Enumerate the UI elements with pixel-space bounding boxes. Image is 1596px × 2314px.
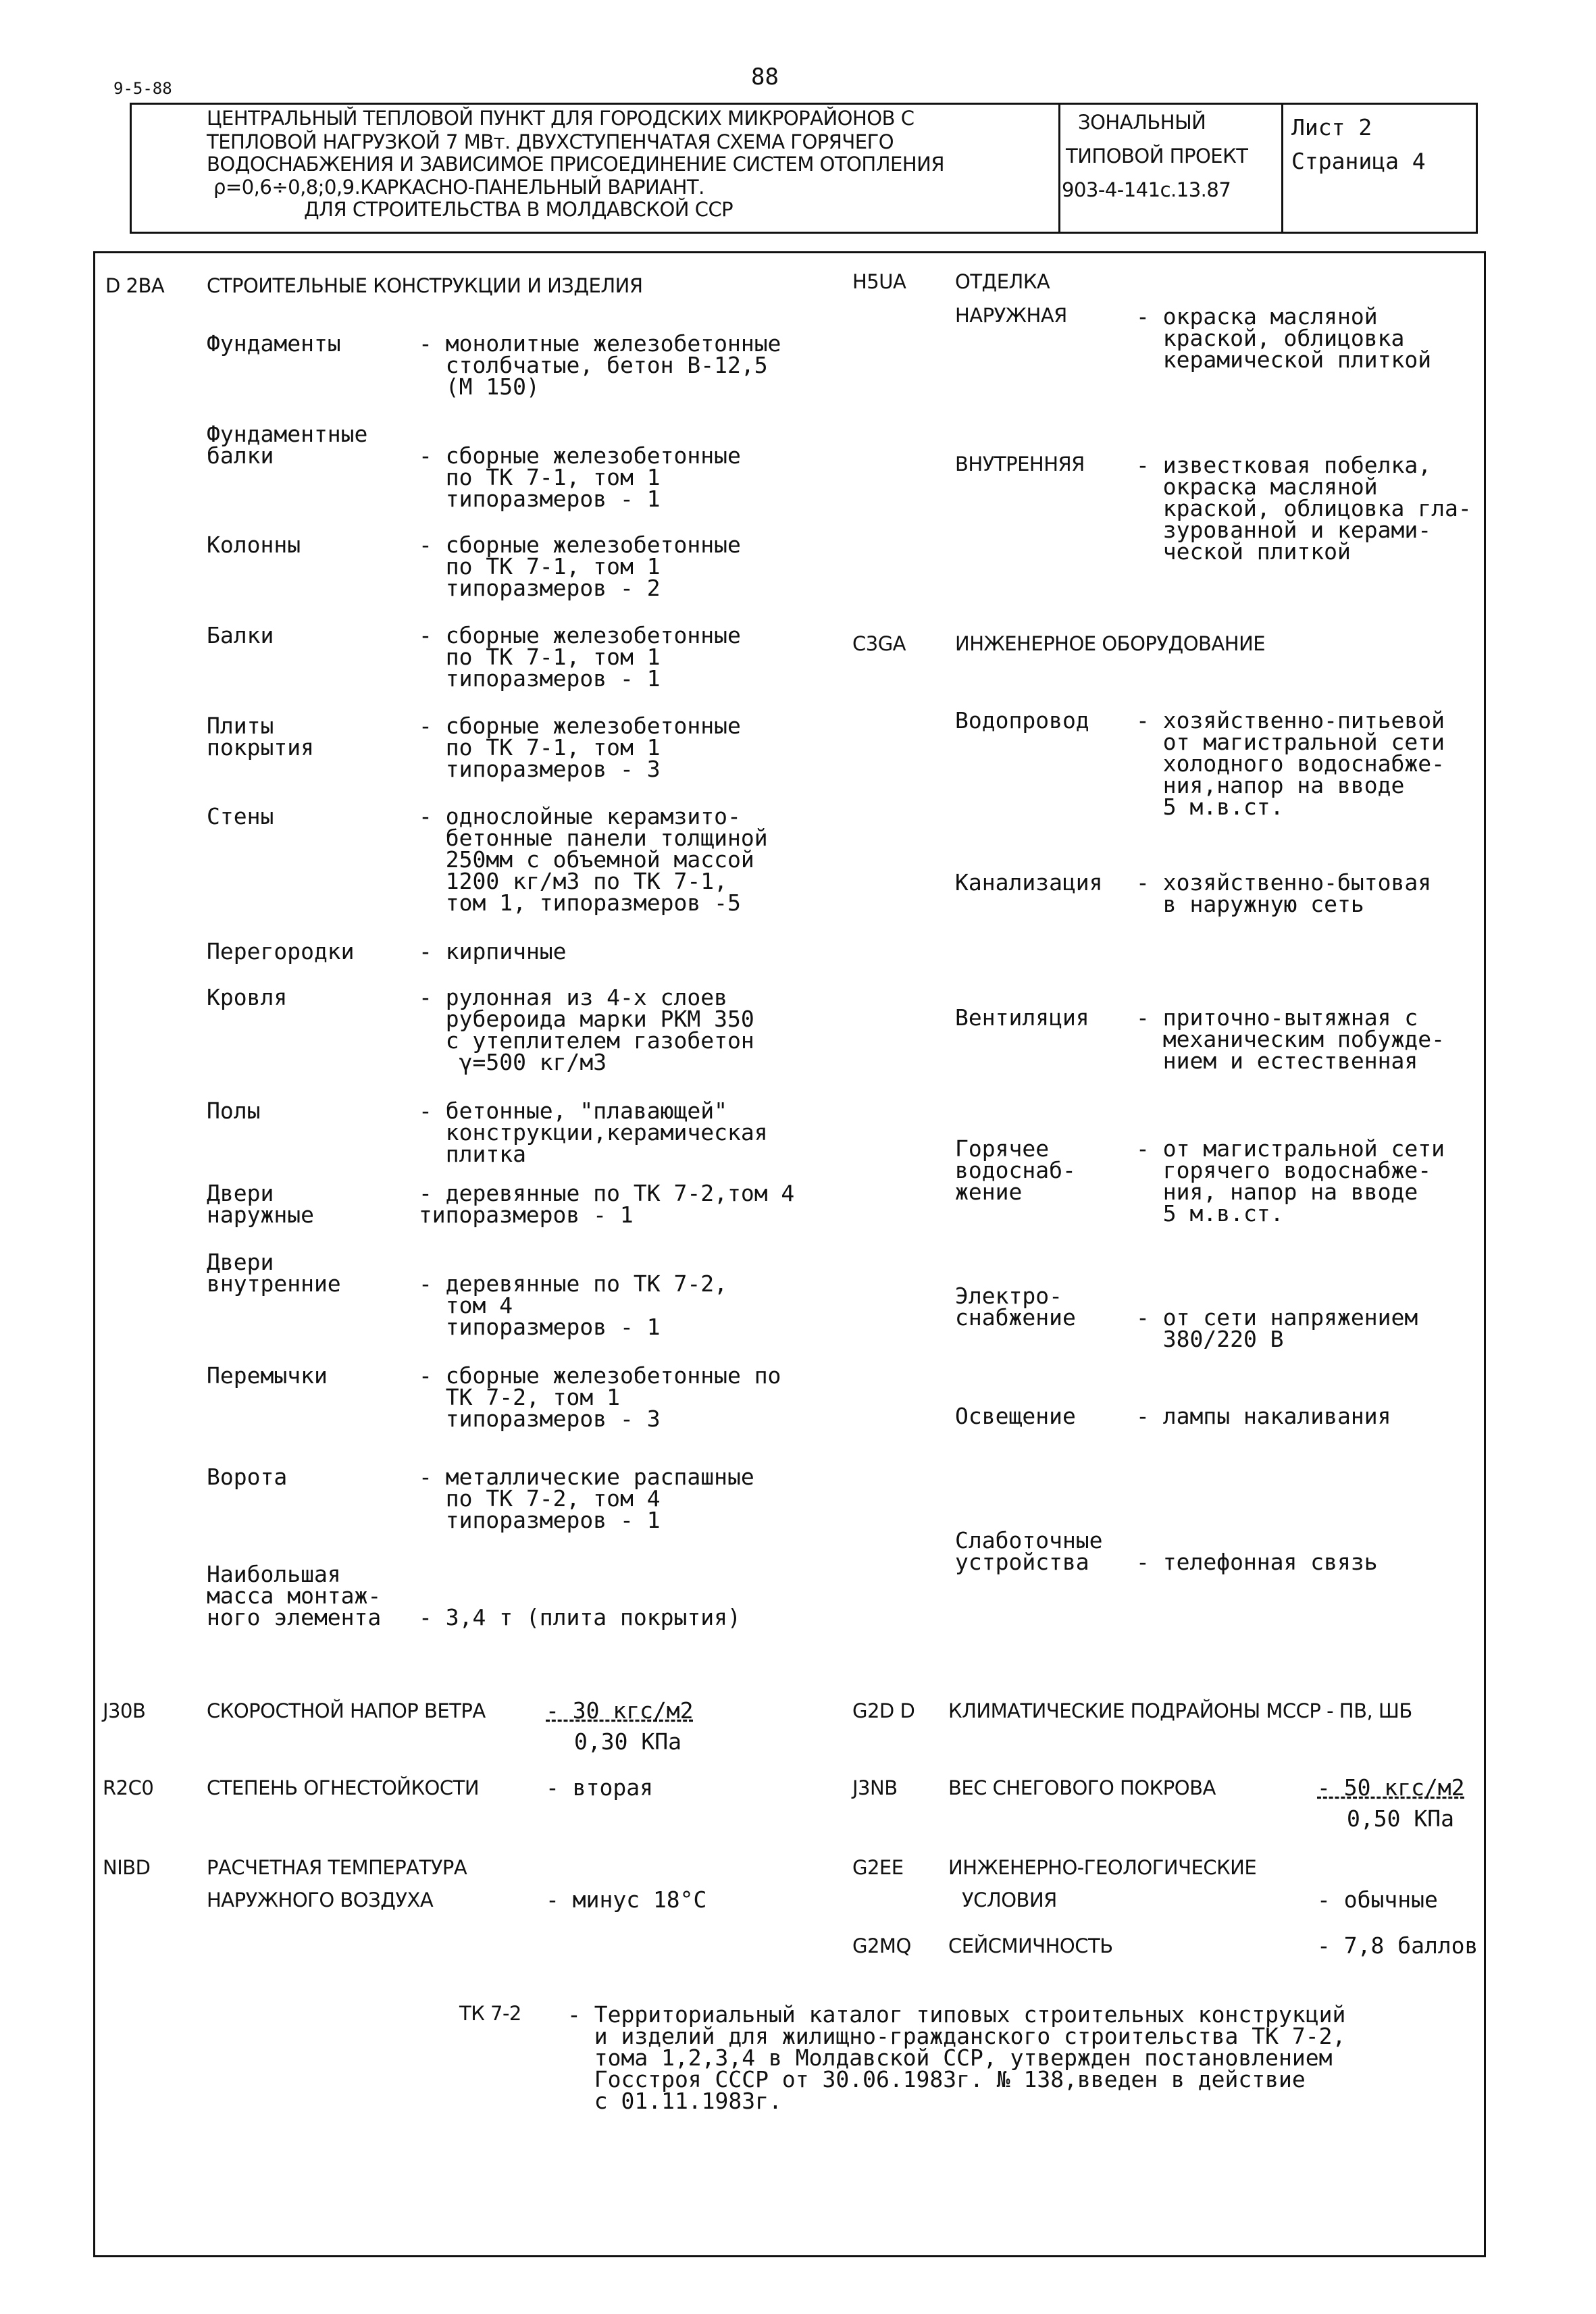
title-block-divider: [1281, 103, 1283, 234]
finish-section-code: Н5UA: [852, 270, 906, 293]
sheet-label: Лист 2: [1291, 114, 1372, 140]
finish-section-title: ОТДЕЛКА: [955, 270, 1050, 293]
section-title: СТРОИТЕЛЬНЫЕ КОНСТРУКЦИИ И ИЗДЕЛИЯ: [207, 274, 643, 297]
page-number: 88: [751, 63, 779, 91]
section-code: D 2BA: [105, 274, 165, 297]
equipment-section-title: ИНЖЕНЕРНОЕ ОБОРУДОВАНИЕ: [955, 632, 1266, 655]
equipment-section-code: С3GА: [852, 632, 906, 655]
document-code: 9-5-88: [113, 79, 172, 98]
title-block-divider: [1058, 103, 1060, 234]
page-label: Страница 4: [1291, 148, 1426, 174]
